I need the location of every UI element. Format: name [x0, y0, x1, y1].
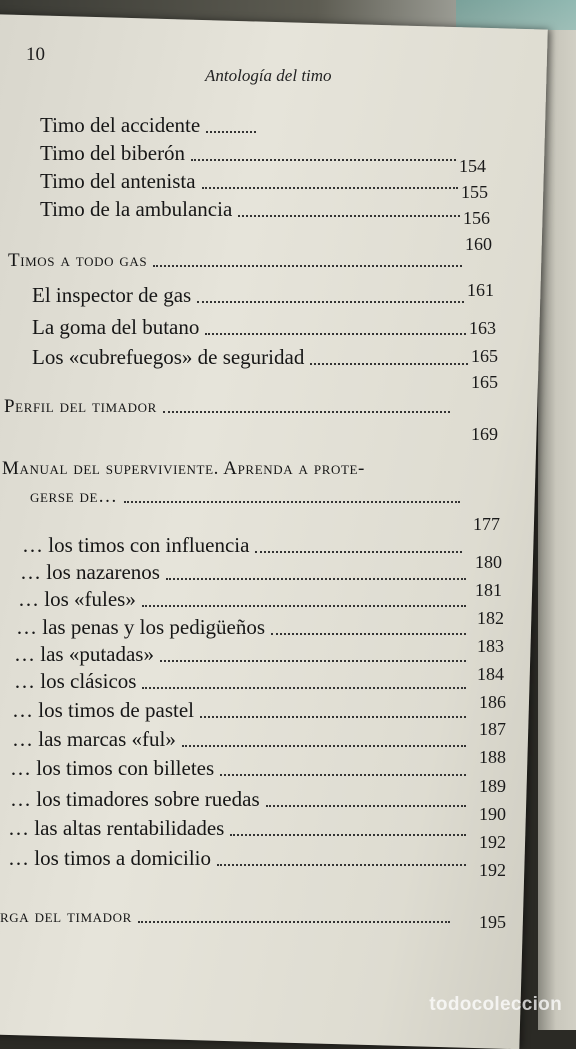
- leader-dots: [138, 921, 450, 923]
- toc-entry: [32, 344, 474, 370]
- toc-entry-label: Timo del antenista: [40, 169, 196, 193]
- leader-dots: [166, 578, 466, 580]
- toc-entry: [8, 845, 472, 871]
- toc-entry-label: … las «putadas»: [14, 642, 154, 666]
- toc-entry-label: … las altas rentabilidades: [8, 816, 225, 840]
- leader-dots: [205, 333, 466, 335]
- toc-entry-label: … los timos con billetes: [10, 756, 215, 780]
- toc-page-number: 160: [465, 234, 492, 254]
- leader-dots: [142, 687, 466, 689]
- leader-dots: [271, 633, 466, 635]
- running-head: Antología del timo: [205, 66, 332, 85]
- toc-page-number: 165: [471, 372, 498, 392]
- toc-page-number: 184: [477, 664, 504, 684]
- toc-entry: [40, 140, 462, 166]
- toc-page-number: 192: [479, 860, 506, 880]
- toc-page-number: 154: [459, 156, 486, 176]
- toc-section: [4, 392, 456, 418]
- leader-dots: [182, 745, 466, 747]
- toc-entry-label: Timo de la ambulancia: [40, 197, 233, 221]
- leader-dots: [160, 660, 466, 662]
- toc-page-number: 182: [477, 608, 504, 628]
- toc-section: [2, 454, 472, 480]
- toc-section: [8, 246, 468, 272]
- toc-page-number: 187: [479, 719, 506, 739]
- toc-entry-label: … las penas y los pedigüeños: [16, 615, 266, 639]
- toc-entry-label: … los clásicos: [14, 669, 137, 693]
- leader-dots: [191, 159, 456, 161]
- toc-page-number: 165: [471, 346, 498, 366]
- toc-page-number: 180: [475, 552, 502, 572]
- toc-section: [0, 902, 456, 928]
- toc-entry: [18, 586, 472, 612]
- toc-entry-label: Los «cubrefuegos» de seguridad: [32, 345, 305, 369]
- watermark-logo: todocoleccion: [429, 994, 562, 1015]
- toc-section-label: Manual del superviviente. Aprenda a prote-: [2, 458, 365, 479]
- leader-dots: [217, 864, 466, 866]
- toc-page-number: 169: [471, 424, 498, 444]
- leader-dots: [200, 716, 466, 718]
- leader-dots: [153, 265, 462, 267]
- toc-entry: [16, 614, 472, 640]
- leader-dots: [124, 501, 460, 503]
- toc-section-label: Timos a todo gas: [8, 250, 148, 271]
- leader-dots: [310, 363, 468, 365]
- leader-dots: [163, 411, 450, 413]
- toc-page-number: 177: [473, 514, 500, 534]
- toc-entry-label: … los «fules»: [18, 587, 136, 611]
- toc-page-number: 163: [469, 318, 496, 338]
- toc-entry-label: La goma del butano: [32, 315, 200, 339]
- toc-page-number: 161: [467, 280, 494, 300]
- toc-page-number: 190: [479, 804, 506, 824]
- toc-entry: [32, 314, 472, 340]
- leader-dots: [266, 805, 466, 807]
- toc-entry: [40, 112, 262, 138]
- toc-entry: [22, 532, 468, 558]
- toc-entry-label: … los timadores sobre ruedas: [10, 787, 260, 811]
- toc-section-label: rga del timador: [0, 906, 132, 927]
- toc-page-number: 195: [479, 912, 506, 932]
- toc-entry: [8, 815, 472, 841]
- toc-page-number: 183: [477, 636, 504, 656]
- toc-page-number: 189: [479, 776, 506, 796]
- toc-entry: [40, 168, 464, 194]
- toc-section-label: gerse de…: [30, 486, 118, 507]
- page-number: 10: [26, 44, 45, 65]
- toc-entry: [14, 641, 472, 667]
- toc-section: [30, 482, 466, 508]
- toc-page-number: 155: [461, 182, 488, 202]
- toc-entry: [12, 697, 472, 723]
- toc-entry-label: … las marcas «ful»: [12, 727, 176, 751]
- toc-page-number: 156: [463, 208, 490, 228]
- toc-entry-label: El inspector de gas: [32, 283, 192, 307]
- toc-page-number: 186: [479, 692, 506, 712]
- toc-entry-label: … los timos de pastel: [12, 698, 194, 722]
- leader-dots: [238, 215, 460, 217]
- toc-entry: [14, 668, 472, 694]
- toc-page-number: 181: [475, 580, 502, 600]
- leader-dots: [142, 605, 466, 607]
- toc-page-number: 192: [479, 832, 506, 852]
- leader-dots: [220, 774, 466, 776]
- toc-entry: [10, 786, 472, 812]
- toc-entry-label: … los timos con influencia: [22, 533, 250, 557]
- toc-entry-label: Timo del biberón: [40, 141, 186, 165]
- toc-entry-label: Timo del accidente: [40, 113, 201, 137]
- leader-dots: [255, 551, 462, 553]
- leader-dots: [202, 187, 458, 189]
- leader-dots: [206, 131, 256, 133]
- toc-section-label: Perfil del timador: [4, 396, 157, 417]
- leader-dots: [230, 834, 466, 836]
- toc-entry: [32, 282, 470, 308]
- toc-entry: [40, 196, 466, 222]
- toc-entry: [10, 755, 472, 781]
- toc-entry-label: … los timos a domicilio: [8, 846, 211, 870]
- toc-page-number: 188: [479, 747, 506, 767]
- toc-entry: [20, 559, 472, 585]
- toc-entry: [12, 726, 472, 752]
- toc-entry-label: … los nazarenos: [20, 560, 160, 584]
- leader-dots: [197, 301, 464, 303]
